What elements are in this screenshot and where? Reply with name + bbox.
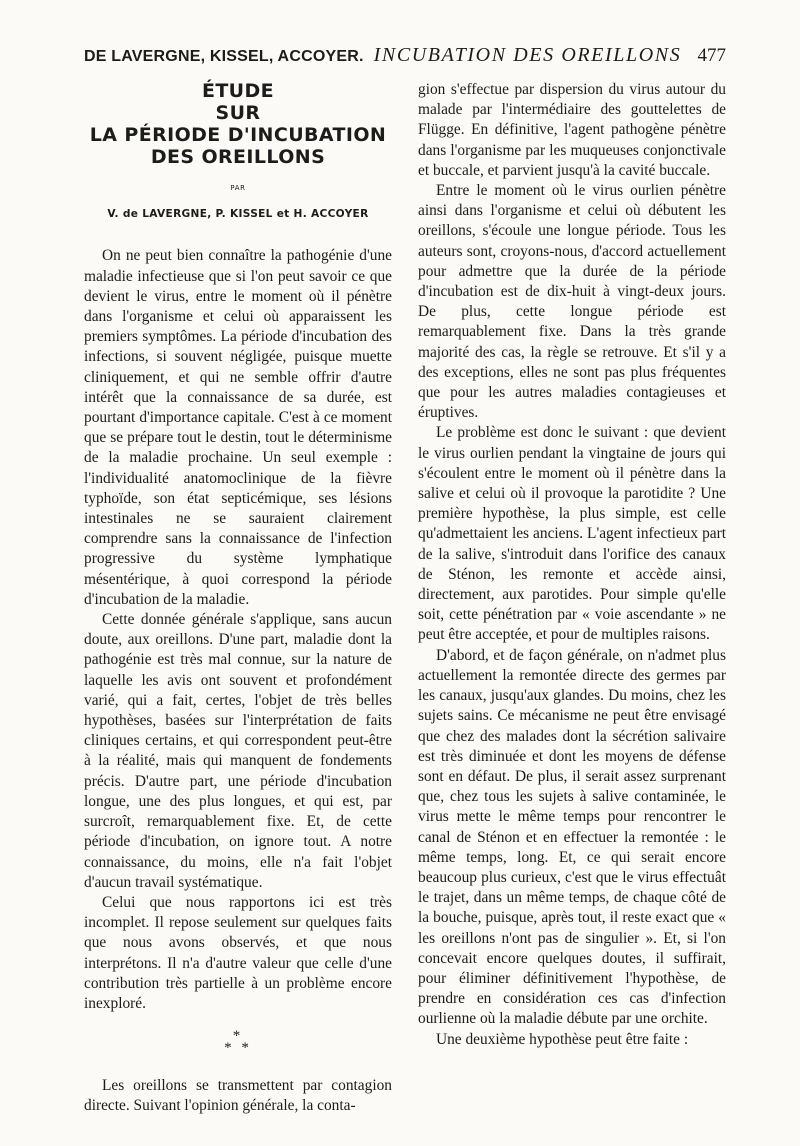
body-paragraph: D'abord, et de façon générale, on n'admet plus actuellement la remontée directe des germes par les canaux, jusqu'aux glandes. Du moins, chez les sujets sains. Ce mécanisme ne peut être envisagé que chez des malades dont la sécrétion salivaire est très diminuée et dont les moyens de défense sont en défaut. De plus, il serait assez surprenant que, chez tous les sujets à salive contaminée, le virus mette le même temps pour rencontrer le canal de Sténon et en effectuer la remontée : le même temps, long. Et, ce qui serait encore beaucoup plus curieux, c'est que le virus effectuât le trajet, dans un même temps, de chaque côté de la bouche, puisque, après tout, il reste exact que « les oreillons n'ont pas de singulier ». Et, si l'on concevait encore quelques doutes, il suffirait, pour éliminer définitivement l'hypothèse, de prendre en considération ces cas d'infection ourlienne où la maladie débute par une orchite. bbox=[418, 646, 726, 1028]
byline-par: PAR bbox=[230, 184, 246, 192]
article-title-line: DES OREILLONS bbox=[150, 146, 326, 168]
running-head-title: INCUBATION DES OREILLONS bbox=[373, 44, 682, 66]
running-head bbox=[84, 44, 726, 67]
body-paragraph: Le problème est donc le suivant : que devient le virus ourlien pendant la vingtaine de jours qui s'écoulent entre le moment où il pénètre dans la salive et celui où il provoque la parotidite ? Une première hypothèse, la plus simple, est celle qu'admettaient les anciens. L'agent infectieux part de la salive, s'introduit dans l'orifice des canaux de Sténon, les remonte et accède ainsi, directement, aux parotides. Pour simple qu'elle soit, cette pénétration par « voie ascendante » ne peut être acceptée, et pour de multiples raisons. bbox=[418, 424, 726, 644]
article-title bbox=[84, 80, 392, 168]
article-title-line: ÉTUDE bbox=[201, 80, 275, 102]
right-column bbox=[418, 80, 726, 1050]
left-column bbox=[84, 80, 392, 1117]
body-paragraph: Une deuxième hypothèse peut être faite : bbox=[436, 1030, 689, 1048]
running-head-authors: DE LAVERGNE, KISSEL, ACCOYER. bbox=[84, 48, 364, 65]
article-title-line: LA PÉRIODE D'INCUBATION bbox=[89, 124, 387, 146]
section-asterism bbox=[84, 1028, 392, 1057]
body-paragraph: Les oreillons se transmettent par contagion directe. Suivant l'opinion générale, la conta- bbox=[84, 1077, 392, 1115]
body-paragraph-continued: gion s'effectue par dispersion du virus autour du malade par l'intermédiaire des gouttelettes de Flügge. En définitive, l'agent pathogène pénètre dans l'organisme par les muqueuses conjonctivale et buccale, et parvient jusqu'à la cavité buccale. bbox=[418, 81, 726, 179]
body-paragraph: Entre le moment où le virus ourlien pénètre ainsi dans l'organisme et celui où débutent les oreillons, s'écoule une longue période. Tous les auteurs sont, croyons-nous, d'accord actuellement pour admettre que la durée de la période d'incubation est de dix-huit à vingt-deux jours. De plus, cette longue période est remarquablement fixe. Dans la très grande majorité des cas, la règle se retrouve. Et s'il y a des exceptions, elles ne sont pas plus fréquentes que pour les autres maladies contagieuses et éruptives. bbox=[418, 182, 726, 422]
body-paragraph: Celui que nous rapportons ici est très incomplet. Il repose seulement sur quelques faits que nous avons observés, et que nous interprétons. Il n'a d'autre valeur que celle d'une contribution très partielle à un problème encore inexploré. bbox=[84, 893, 392, 1012]
body-paragraph: On ne peut bien connaître la pathogénie d'une maladie infectieuse que si l'on peut savoir ce que devient le virus, entre le moment où il pénètre dans l'organisme et celui où apparaissent les premiers symptômes. La période d'incubation des infections, si souvent négligée, puisque muette cliniquement, et qui ne semble offrir d'autre intérêt que la connaissance de sa durée, est pourtant d'importance capitale. C'est à ce moment que se prépare tout le destin, tout le déterminisme de la maladie prochaine. Un seul exemple : l'individualité anatomoclinique de la fièvre typhoïde, son état septicémique, ses lésions intestinales ne se sauraient clairement comprendre sans la connaissance de l'infection progressive du système lymphatique mésentérique, à quoi correspond la période d'incubation de la maladie. bbox=[84, 247, 392, 608]
asterism-top: * bbox=[232, 1028, 244, 1045]
article-authors: V. de LAVERGNE, P. KISSEL et H. ACCOYER bbox=[107, 208, 369, 221]
body-paragraph: Cette donnée générale s'applique, sans aucun doute, aux oreillons. D'une part, maladie dont la pathogénie est très mal connue, sur la nature de laquelle les avis ont souvent et profondément varié, qui a fait, certes, l'objet de très belles hypothèses, basées sur l'interprétation de faits cliniques certains, et qui correspondent peut-être à la réalité, mais qui manquent de fondements précis. D'autre part, une période d'incubation longue, une des plus longues, et qui est, par surcroît, remarquablement fixe. Et, de cette période d'incubation, on ignore tout. A notre connaissance, du moins, elle n'a fait l'objet d'aucun travail systématique. bbox=[84, 611, 392, 891]
page-number: 477 bbox=[697, 45, 726, 66]
article-title-line: SUR bbox=[215, 102, 261, 124]
asterism-bottom: * * bbox=[224, 1040, 252, 1057]
